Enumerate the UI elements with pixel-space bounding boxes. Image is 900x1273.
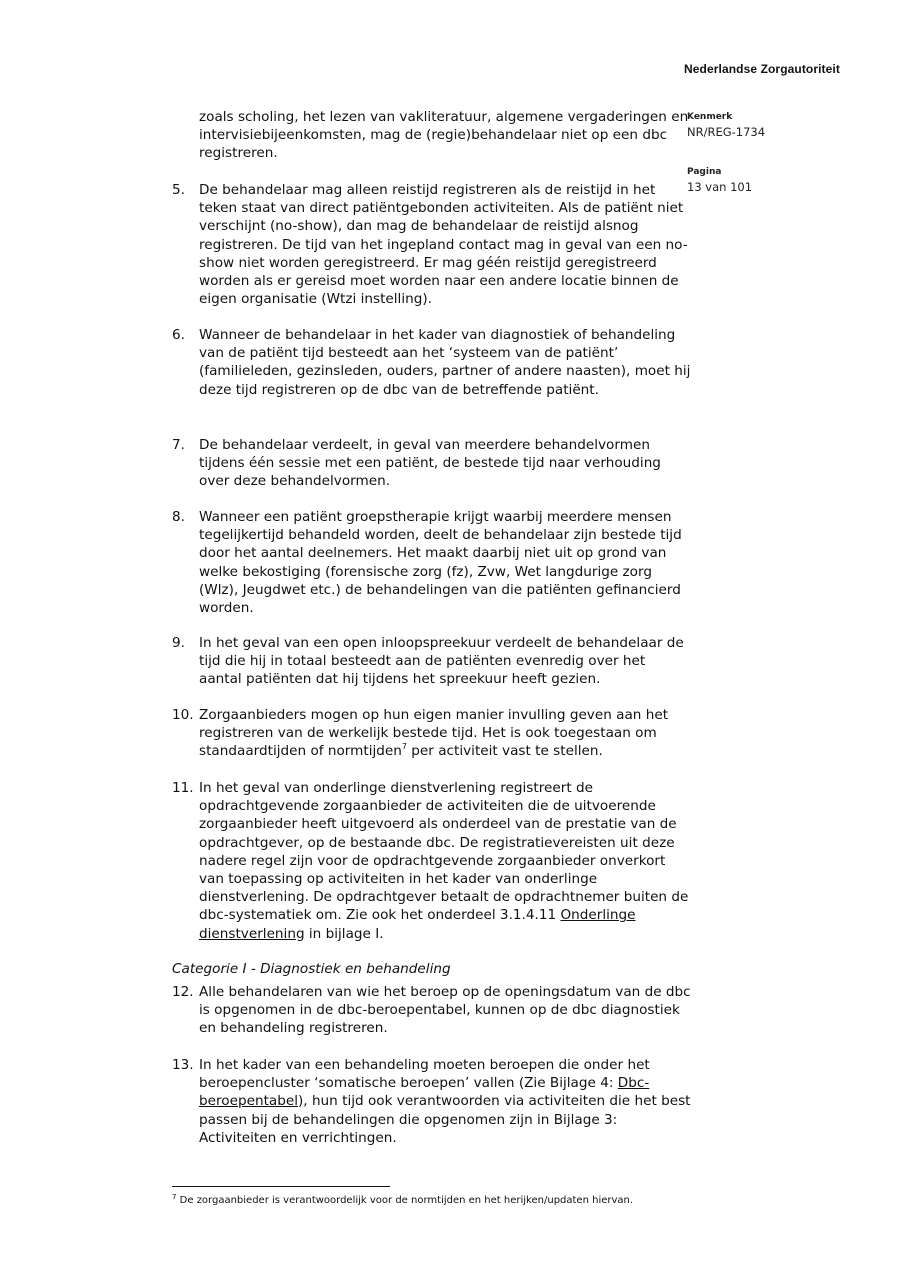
- item-number: 13.: [172, 1057, 194, 1073]
- item-number: 11.: [172, 780, 194, 796]
- organization-name: Nederlandse Zorgautoriteit: [684, 62, 840, 76]
- pagina-block: [687, 167, 752, 194]
- list-item-7: [172, 436, 692, 491]
- category-heading: Categorie I - Diagnostiek en behandeling: [172, 961, 451, 977]
- item-text-part: ), hun tijd ook verantwoorden via activiteiten die het best passen bij de behandelingen die opgenomen zijn in Bijlage 3: Activiteiten en verrichtingen.: [199, 1093, 691, 1146]
- item-text: In het geval van een open inloopspreekuur verdeelt de behandelaar de tijd die hij in totaal besteedt aan de patiënten evenredig over het aantal patiënten dat hij tijdens het spreekuur heeft gezien.: [199, 635, 684, 688]
- item-number: 10.: [172, 707, 194, 723]
- item-text-part: Zorgaanbieders mogen op hun eigen manier invulling geven aan het registreren van de werkelijk bestede tijd. Het is ook toegestaan om standaardtijden of normtijden: [199, 707, 669, 760]
- list-item-6: [172, 326, 692, 399]
- item-text: De behandelaar verdeelt, in geval van meerdere behandelvormen tijdens één sessie met een patiënt, de bestede tijd naar verhouding over deze behandelvormen.: [199, 437, 661, 490]
- item-number: 12.: [172, 984, 194, 1000]
- item-text: Wanneer de behandelaar in het kader van diagnostiek of behandeling van de patiënt tijd besteedt aan het ‘systeem van de patiënt’ (familieleden, gezinsleden, ouders, partner of andere naasten), moet hij deze tijd registreren op de dbc van de betreffende patiënt.: [199, 327, 691, 398]
- list-item-12: [172, 983, 692, 1038]
- item-number: 5.: [172, 182, 185, 198]
- list-item-9: [172, 634, 692, 689]
- pagina-label: Pagina: [687, 167, 722, 177]
- continuation-paragraph: zoals scholing, het lezen van vakliteratuur, algemene vergaderingen en intervisiebijeenkomsten, mag de (regie)behandelaar niet op een dbc registreren.: [199, 109, 689, 162]
- kenmerk-value: NR/REG-1734: [687, 125, 766, 139]
- item-number: 7.: [172, 437, 185, 453]
- pagina-value: 13 van 101: [687, 180, 753, 194]
- onderlinge-dienstverlening-link[interactable]: Onderlinge dienstverlening: [199, 907, 636, 942]
- footnote-reference[interactable]: 7: [401, 742, 407, 752]
- item-text-part: per activiteit vast te stellen.: [406, 743, 603, 760]
- item-number: 6.: [172, 327, 185, 343]
- dbc-beroepentabel-link[interactable]: Dbc-beroepentabel: [199, 1075, 650, 1110]
- item-text: De behandelaar mag alleen reistijd registreren als de reistijd in het teken staat van direct patiëntgebonden activiteiten. Als de patiënt niet verschijnt (no-show), dan mag de behandelaar de reistijd alsnog registreren. De tijd van het ingepland contact mag in geval van een no-show niet worden geregistreerd. Er mag géén reistijd geregistreerd worden als er gereisd moet worden naar een andere locatie binnen de eigen organisatie (Wtzi instelling).: [199, 182, 688, 308]
- item-text-part: In het geval van onderlinge dienstverlening registreert de opdrachtgevende zorgaanbieder de activiteiten die de uitvoerende zorgaanbieder heeft uitgevoerd als onderdeel van de prestatie van de opdrachtgever, op de bestaande dbc. De registratievereisten uit deze nadere regel zijn voor de opdrachtgevende zorgaanbieder onverkort van toepassing op activiteiten in het kader van onderlinge dienstverlening. De opdrachtgever betaalt de opdrachtnemer buiten de dbc-systematiek om. Zie ook het onderdeel 3.1.4.11: [199, 780, 689, 924]
- item-number: 8.: [172, 509, 185, 525]
- list-item-8: [172, 508, 692, 617]
- footnote-number: 7: [172, 1193, 177, 1201]
- item-text-part: in bijlage I.: [304, 925, 384, 942]
- footnote-text: De zorgaanbieder is verantwoordelijk voor de normtijden en het herijken/updaten hiervan.: [179, 1195, 634, 1206]
- item-number: 9.: [172, 635, 185, 651]
- item-text: [199, 1056, 692, 1147]
- item-text: Wanneer een patiënt groepstherapie krijgt waarbij meerdere mensen tegelijkertijd behandeld worden, deelt de behandelaar zijn bestede tijd door het aantal deelnemers. Het maakt daarbij niet uit op grond van welke bekostiging (forensische zorg (fz), Zvw, Wet langdurige zorg (Wlz), Jeugdwet etc.) de behandelingen van die patiënten gefinancierd worden.: [199, 509, 682, 617]
- item-text: Alle behandelaren van wie het beroep op de openingsdatum van de dbc is opgenomen in de dbc-beroepentabel, kunnen op de dbc diagnostiek en behandeling registreren.: [199, 984, 691, 1037]
- footnote: [172, 1194, 633, 1207]
- list-item-10: [172, 706, 692, 761]
- kenmerk-label: Kenmerk: [687, 112, 733, 122]
- item-text: [199, 706, 692, 761]
- list-item-5: [172, 181, 692, 308]
- kenmerk-block: [687, 112, 765, 139]
- footnote-divider: [172, 1186, 390, 1187]
- list-item-11: [172, 779, 692, 943]
- item-text-part: In het kader van een behandeling moeten beroepen die onder het beroepencluster ‘somatische beroepen’ vallen (Zie Bijlage 4:: [199, 1057, 650, 1092]
- list-item-13: [172, 1056, 692, 1147]
- item-text: [199, 779, 692, 943]
